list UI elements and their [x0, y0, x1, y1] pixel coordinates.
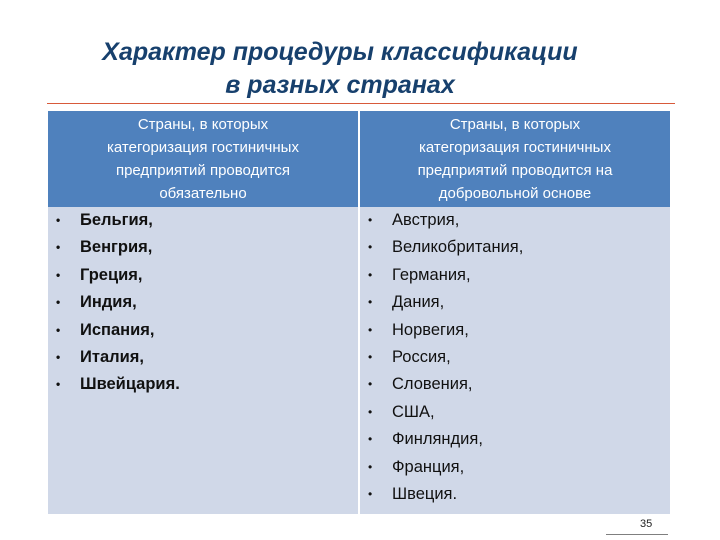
bullet-icon: • — [368, 322, 373, 337]
slide-title — [40, 36, 640, 102]
country-name: Италия, — [80, 347, 144, 366]
country-name: Австрия, — [392, 211, 460, 229]
page-number: 35 — [640, 518, 653, 530]
country-name: Германия, — [392, 265, 471, 284]
list-item — [360, 481, 670, 508]
header-line: предприятий проводится на — [417, 162, 613, 179]
bullet-icon: • — [56, 267, 61, 282]
bullet-icon: • — [368, 377, 373, 392]
country-name: Россия, — [392, 347, 451, 366]
list-item — [48, 262, 358, 289]
bullet-icon: • — [368, 404, 373, 419]
country-name: Финляндия, — [392, 430, 483, 449]
countries-table — [48, 111, 670, 514]
title-divider — [47, 103, 675, 104]
bullet-icon: • — [368, 295, 373, 310]
list-item — [48, 344, 358, 371]
list-item — [48, 289, 358, 316]
country-name: Венгрия, — [80, 238, 153, 257]
voluntary-country-list — [360, 207, 670, 508]
bullet-icon: • — [368, 267, 373, 282]
list-item — [48, 234, 358, 261]
bullet-icon: • — [368, 459, 373, 474]
country-name: Греция, — [80, 265, 143, 284]
header-line: предприятий проводится — [115, 162, 291, 179]
country-name: Словения, — [392, 375, 473, 394]
header-line: добровольной основе — [438, 185, 592, 202]
list-item — [48, 317, 358, 344]
slide-title-line-2: в разных странах — [225, 71, 455, 99]
bullet-icon: • — [56, 295, 61, 310]
bullet-icon: • — [56, 377, 61, 392]
column-header-voluntary — [360, 111, 670, 207]
list-item — [360, 371, 670, 398]
country-name: Франция, — [392, 457, 465, 476]
column-voluntary — [360, 111, 670, 514]
mandatory-country-list — [48, 207, 358, 399]
bullet-icon: • — [368, 432, 373, 447]
list-item — [360, 234, 670, 261]
list-item — [360, 426, 670, 453]
country-name: Швейцария. — [80, 375, 180, 394]
bullet-icon: • — [56, 349, 61, 364]
bullet-icon: • — [368, 240, 373, 255]
country-name: Испания, — [80, 320, 155, 339]
bullet-icon: • — [368, 349, 373, 364]
country-name: США, — [392, 402, 435, 421]
list-item — [360, 344, 670, 371]
bullet-icon: • — [56, 322, 61, 337]
list-item — [360, 399, 670, 426]
country-name: Норвегия, — [392, 320, 469, 339]
slide-title-line-1: Характер процедуры классификации — [102, 38, 578, 66]
bullet-icon: • — [56, 213, 61, 227]
bullet-icon: • — [368, 213, 373, 227]
header-line: категоризация гостиничных — [107, 139, 299, 156]
country-name: Индия, — [80, 293, 137, 312]
column-header-mandatory — [48, 111, 358, 207]
list-item — [48, 371, 358, 398]
bullet-icon: • — [56, 240, 61, 255]
list-item — [360, 262, 670, 289]
list-item — [360, 317, 670, 344]
header-line: обязательно — [159, 185, 247, 202]
country-name: Бельгия, — [80, 211, 153, 229]
list-item — [48, 207, 358, 234]
list-item — [360, 289, 670, 316]
header-line: Страны, в которых — [137, 116, 269, 133]
list-item — [360, 207, 670, 234]
bullet-icon: • — [368, 486, 373, 501]
country-name: Великобритания, — [392, 238, 524, 257]
page-number-underline — [606, 534, 668, 535]
list-item — [360, 454, 670, 481]
column-mandatory — [48, 111, 358, 514]
header-line: Страны, в которых — [449, 116, 581, 133]
country-name: Швеция. — [392, 484, 458, 503]
header-line: категоризация гостиничных — [419, 139, 611, 156]
country-name: Дания, — [392, 293, 445, 312]
